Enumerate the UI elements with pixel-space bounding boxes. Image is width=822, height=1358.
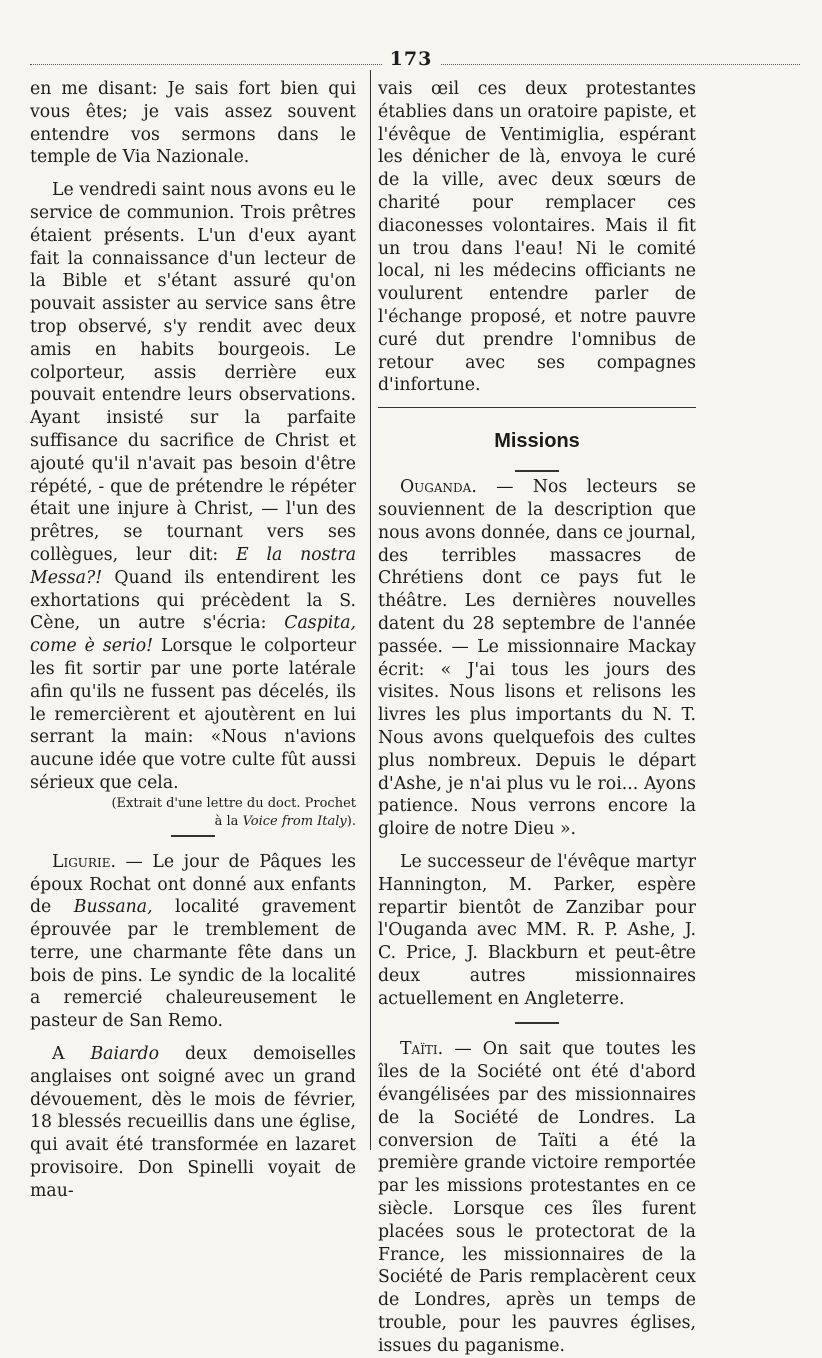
quote-caspita: Caspita, come è serio! xyxy=(30,613,356,657)
rubric-ligurie: Ligurie. xyxy=(52,851,116,872)
right-column xyxy=(378,78,696,1358)
page-number: 173 xyxy=(0,48,822,70)
place-bussana: Bussana, xyxy=(73,897,153,918)
rubric-ouganda: Ouganda. xyxy=(400,477,477,498)
short-separator xyxy=(378,1018,696,1028)
section-heading-missions: Missions xyxy=(494,430,580,453)
paragraph-taiti: Taïti. — On sait que toutes les îles de la Société ont été d'abord évangélisées par des missionnaires de la Société de Londres. La conversion de Taïti a été la première grande victoire remportée par les missions protestantes en ce siècle. Lorsque ces îles furent placées sous le protectorat de la France, les missionnaires de la Société de Paris remplacèrent ceux de Londres, après un temps de trouble, pour les pauvres églises, issues du paganisme. xyxy=(378,1039,696,1356)
section-separator xyxy=(378,407,696,408)
citation: (Extrait d'une lettre du doct. Prochet à la Voice from Italy). xyxy=(111,795,356,829)
paragraph-ventimiglia: vais œil ces deux protestantes établies dans un oratoire papiste, et l'évêque de Ventimiglia, espérant les dénicher de là, envoya le curé de la ville, avec deux sœurs de charité pour remplacer ces diaconesses volontaires. Mais il fit un trou dans l'eau! Ni le comité local, ni les médecins officiants ne voulurent entendre parler de l'échange proposé, et notre pauvre curé dut prendre l'omnibus de retour avec ses compagnes d'infortune. xyxy=(378,79,696,396)
paragraph-good-friday: Le vendredi saint nous avons eu le service de communion. Trois prêtres étaient présents. L'un d'eux ayant fait la connaissance d'un lecteur de la Bible et s'étant assuré qu'on pouvait assister au service sans être trop observé, s'y rendit avec deux amis en habits bourgeois. Le colporteur, assis derrière eux pouvait entendre leurs observations. Ayant insisté sur la parfaite suffisance du sacrifice de Christ et ajouté qu'il n'avait pas besoin d'être répété, - que de prétendre le répéter était une injure à Christ, — l'un des prêtres, se tournant vers ses collègues, leur dit: E la nostra Messa?! Quand ils entendirent les exhortations qui précèdent la S. Cène, un autre s'écria: Caspita, come è serio! Lorsque le colporteur les fit sortir par une porte latérale afin qu'ils ne fussent pas décelés, ils le remercièrent et ajoutèrent en lui serrant la main: «Nous n'avions aucune idée que votre culte fût aussi sérieux que cela. xyxy=(30,180,356,793)
rubric-taiti: Taïti. xyxy=(400,1039,444,1060)
short-separator xyxy=(30,831,356,841)
left-column xyxy=(30,78,356,1203)
paragraph-ligurie: Ligurie. — Le jour de Pâques les époux Rochat ont donné aux enfants de Bussana, localité gravement éprouvée par le tremblement de terre, une charmante fête dans un bois de pins. Le syndic de la localité a remercié chaleureusement le pasteur de San Remo. xyxy=(30,851,356,1032)
paragraph-baiardo: A Baiardo deux demoiselles anglaises ont soigné avec un grand dévouement, dès le mois de février, 18 blessés recueillis dans une église, qui avait été transformée en lazaret provisoire. Don Spinelli voyait de mau- xyxy=(30,1044,356,1201)
paragraph-ouganda: Ouganda. — Nos lecteurs se souviennent de la description que nous avons donnée, dans ce journal, des terribles massacres de Chrétiens dont ce pays fut le théâtre. Les dernières nouvelles datent du 28 septembre de l'année passée. — Le missionnaire Mackay écrit: « J'ai tous les jours des visites. Nous lisons et relisons les livres les plus importants du N. T. Nous avons quelquefois des cultes plus nombreux. Depuis le départ d'Ashe, je n'ai plus vu le roi... Ayons patience. Nous verrons encore la gloire de notre Dieu ». xyxy=(378,477,697,840)
quote-messa: E la nostra Messa?! xyxy=(30,544,356,588)
short-separator xyxy=(378,466,696,476)
column-divider xyxy=(370,70,371,1150)
place-baiardo: Baiardo xyxy=(90,1044,160,1065)
paragraph-hannington: Le successeur de l'évêque martyr Hannington, M. Parker, espère repartir bientôt de Zanzibar pour l'Ouganda avec MM. R. P. Ashe, J. C. Price, J. Blackburn et peut-être deux autres missionnaires actuellement en Angleterre. xyxy=(378,851,696,1009)
paragraph-communion-intro: en me disant: Je sais fort bien qui vous êtes; je vais assez souvent entendre vos sermons dans le temple de Via Nazionale. xyxy=(30,79,356,168)
